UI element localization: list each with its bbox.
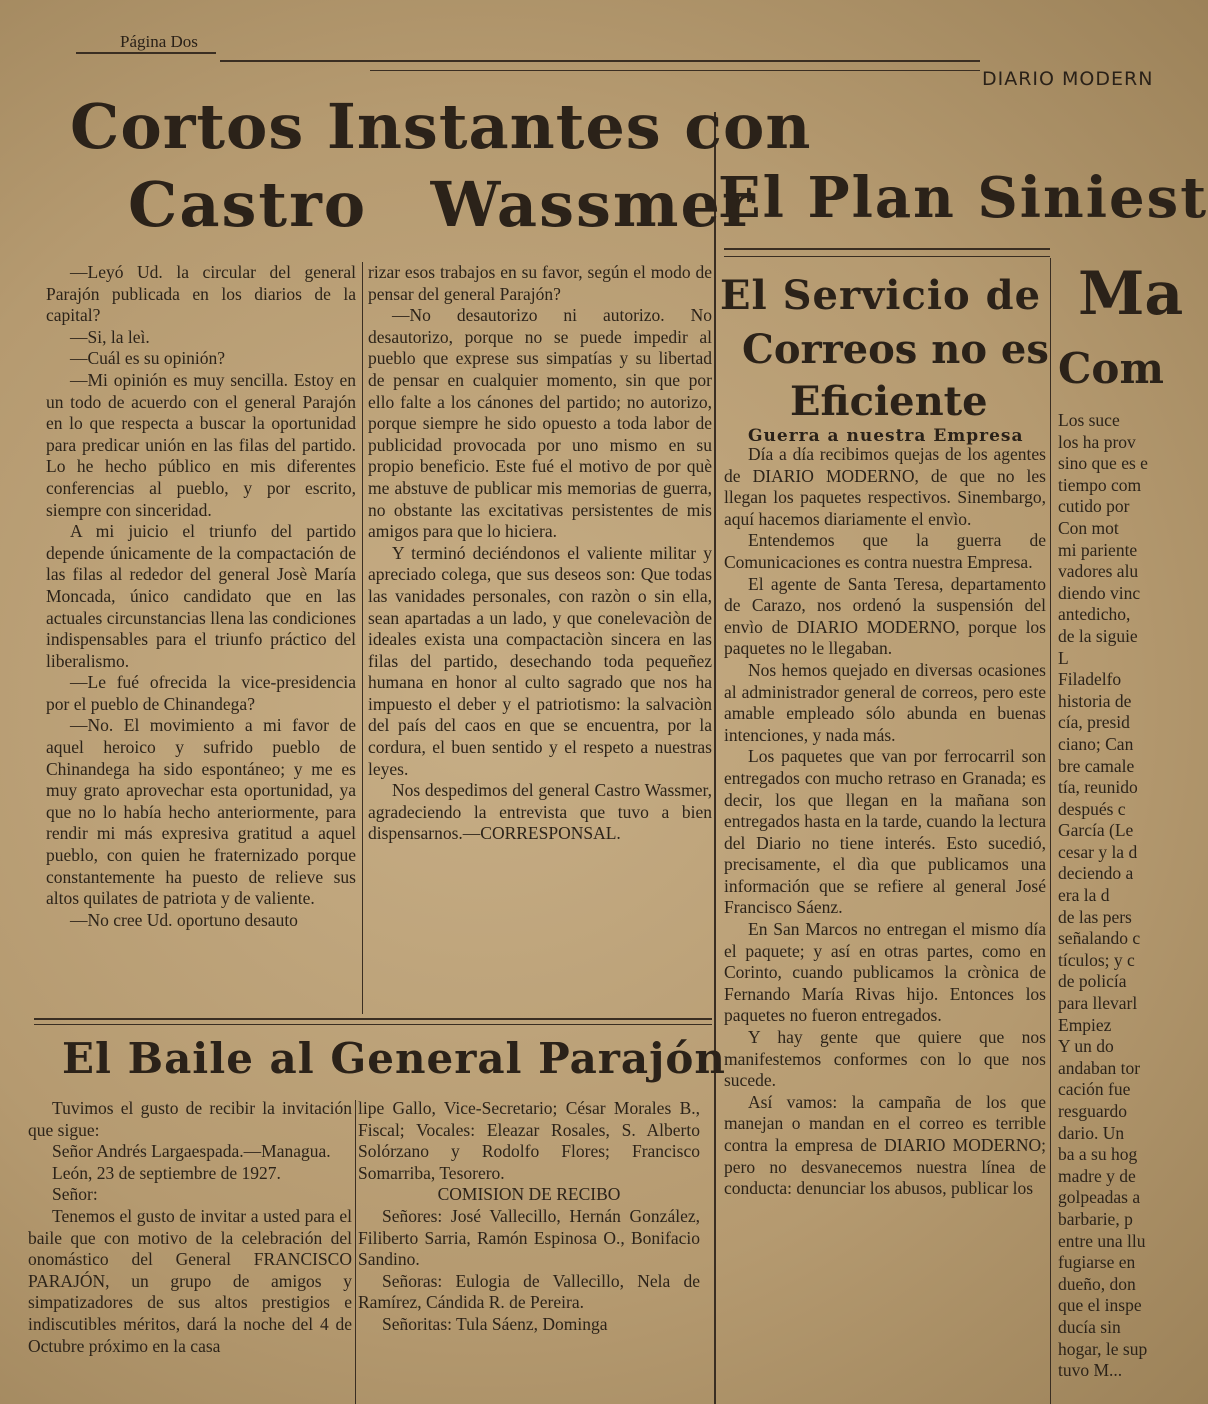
- partial-line: de las pers: [1058, 906, 1132, 927]
- headline-plan-siniestro: El Plan Siniest: [718, 165, 1208, 231]
- headline-baile: El Baile al General Parajón: [62, 1034, 726, 1083]
- article-correos-column: [724, 444, 1046, 1404]
- partial-line: tículos; y c: [1058, 949, 1135, 970]
- paragraph: Y terminó deciéndonos el valiente militar y apreciado colega, que sus deseos son: Que todas las vanidades personales, con razòn o sin ella, sean apartadas a un lado, y que conelevaciòn de ideales exista una compactaciòn sincera en las filas del partido, desechando toda pequeñez humana en honor al culto sagrado que nos ha impuesto el deber y el patriotismo: la salvaciòn del país del caos en que se encuentra, por la cordura, el buen sentido y el respeto a nuestras leyes.: [368, 542, 712, 779]
- partial-line: L: [1058, 647, 1069, 668]
- partial-line: ba a su hog: [1058, 1144, 1138, 1165]
- plan-rule-top: [724, 248, 1050, 250]
- paragraph: León, 23 de septiembre de 1927.: [52, 1162, 281, 1183]
- headline-cortos-line-2: Castro Wassmer: [128, 168, 757, 241]
- partial-line: cía, presid: [1058, 712, 1130, 733]
- article-baile-column-2: [358, 1098, 700, 1404]
- paragraph: Tuvimos el gusto de recibir la invitación que sigue:: [28, 1098, 352, 1140]
- partial-line: Filadelfo: [1058, 669, 1122, 690]
- column-divider-ab: [362, 262, 363, 1014]
- headline-partial-com: Com: [1058, 344, 1164, 393]
- partial-line: resguardo: [1058, 1101, 1128, 1121]
- paragraph: Nos despedimos del general Castro Wassmer, agradeciendo la entrevista que tuvo a bien dispensarnos.—CORRESPONSAL.: [368, 780, 712, 844]
- partial-line: barbarie, p: [1058, 1208, 1133, 1229]
- partial-line: era la d: [1058, 885, 1110, 906]
- paragraph: Día a día recibimos quejas de los agentes de DIARIO MODERNO, de que no les llegan los paquetes respectivos. Sinembargo, aquí hacemos diariamente el envìo.: [724, 444, 1046, 529]
- partial-line: de la siguie: [1058, 625, 1138, 646]
- column-divider-main: [714, 112, 716, 1404]
- paragraph: —No cree Ud. oportuno desauto: [70, 909, 298, 930]
- partial-line: antedicho,: [1058, 604, 1131, 625]
- paragraph: Señor Andrés Largaespada.—Managua.: [52, 1141, 331, 1162]
- paragraph: Nos hemos quejado en diversas ocasiones al administrador general de correos, pero este amable empleado sólo abunda en buenas intenciones, y nada más.: [724, 659, 1046, 745]
- article-cortos-column-2: [368, 262, 712, 845]
- partial-line: andaban tor: [1058, 1057, 1141, 1078]
- paragraph: —No. El movimiento a mi favor de aquel heroico y sufrido pueblo de Chinandega ha sido espontáneo; y me es muy grato aprovechar esta oportunidad, ya que no lo había hecho anteriormente, para rendir mi más expresiva gratitud a aquel pueblo, con quien he fraternizado porque constantemente ha puesto de relieve sus altos quilates de patriota y de valiente.: [46, 715, 356, 909]
- paragraph: Señor:: [52, 1184, 98, 1205]
- column-divider-ef: [355, 1100, 356, 1404]
- paragraph: —Leyó Ud. la circular del general Parajón publicada en los diarios de la capital?: [46, 262, 356, 326]
- paragraph: Y hay gente que quiere que nos manifestemos conformes con lo que nos sucede.: [724, 1027, 1046, 1091]
- partial-line: Y un do: [1058, 1036, 1114, 1057]
- partial-line: Con mot: [1058, 517, 1119, 538]
- partial-line: de policía: [1058, 971, 1127, 992]
- partial-line: Los suce: [1058, 410, 1120, 430]
- paragraph: El agente de Santa Teresa, departamento de Carazo, nos ordenó la suspensión del envìo de DIARIO MODERNO, porque los paquetes no le llegaban.: [724, 573, 1046, 659]
- partial-line: madre y de: [1058, 1165, 1136, 1186]
- cortos-bottom-rule-2: [34, 1024, 712, 1025]
- partial-line: tiempo com: [1058, 474, 1142, 495]
- partial-line: los ha prov: [1058, 431, 1136, 452]
- paragraph: A mi juicio el triunfo del partido depende únicamente de la compactación de las filas al rededor del general Josè María Moncada, único candidato que en las actuales circunstancias llena las condiciones indispensables para el triunfo práctico del liberalismo.: [46, 521, 357, 671]
- paragraph: Entendemos que la guerra de Comunicaciones es contra nuestra Empresa.: [724, 530, 1046, 572]
- cortos-bottom-rule: [34, 1018, 712, 1020]
- article-baile-column-1: [28, 1098, 352, 1404]
- partial-line: cación fue: [1058, 1079, 1131, 1100]
- header-rule-main: [220, 60, 980, 62]
- partial-line: vadores alu: [1058, 561, 1139, 582]
- partial-line: mi pariente: [1058, 539, 1138, 560]
- article-partial-column: [1058, 410, 1156, 1404]
- partial-line: cesar y la d: [1058, 841, 1138, 862]
- newspaper-name: DIARIO MODERN: [982, 68, 1154, 90]
- partial-line: ciano; Can: [1058, 733, 1134, 754]
- partial-line: García (Le: [1058, 820, 1134, 841]
- paragraph: lipe Gallo, Vice-Secretario; César Morales B., Fiscal; Vocales: Eleazar Rosales, S. Alberto Solórzano y Rodolfo Flores; Francisco Somarriba, Tesorero.: [358, 1098, 700, 1183]
- headline-servicio-line-2: Correos no es: [742, 326, 1049, 373]
- partial-line: tuvo M...: [1058, 1360, 1123, 1381]
- servicio-subheading: Guerra a nuestra Empresa: [748, 426, 1024, 446]
- partial-line: para llevarl: [1058, 993, 1138, 1014]
- plan-rule-bottom: [724, 256, 1050, 257]
- partial-line: entre una llu: [1058, 1230, 1146, 1251]
- header-rule-main-2: [370, 70, 980, 71]
- partial-line: fugiarse en: [1058, 1252, 1136, 1273]
- paragraph: —Le fué ofrecida la vice-presidencia por el pueblo de Chinandega?: [46, 672, 356, 714]
- paragraph: —Mi opinión es muy sencilla. Estoy en un todo de acuerdo con el general Parajón en lo que respecta a buscar la oportunidad para predicar unión en las filas del partido. Lo he hecho público en mis diferentes conferencias al pueblo, y por escrito, siempre con sinceridad.: [46, 369, 356, 520]
- header-rule-left: [76, 52, 216, 54]
- page-label: Página Dos: [120, 32, 198, 51]
- committee-heading: COMISION DE RECIBO: [437, 1184, 621, 1205]
- partial-line: hogar, le sup: [1058, 1338, 1148, 1359]
- paragraph: En San Marcos no entregan el mismo día el paquete; y así en otras partes, como en Corinto, cuando publicamos la crònica de Fernando María Rivas hijo. Entonces los paquetes no fueron entregados.: [724, 919, 1046, 1026]
- partial-line: señalando c: [1058, 928, 1141, 949]
- partial-line: historia de: [1058, 690, 1132, 711]
- paragraph: —Si, la leì.: [70, 326, 150, 347]
- partial-line: sino que es e: [1058, 453, 1148, 474]
- partial-line: diendo vinc: [1058, 582, 1141, 603]
- partial-line: bre camale: [1058, 755, 1135, 776]
- headline-partial-ma: Ma: [1078, 259, 1184, 329]
- partial-line: ducía sin: [1058, 1316, 1121, 1337]
- paragraph: rizar esos trabajos en su favor, según el modo de pensar del general Parajón?: [368, 262, 712, 304]
- partial-line: deciendo a: [1058, 863, 1134, 884]
- headline-servicio-line-3: Eficiente: [790, 378, 988, 425]
- paragraph: —No desautorizo ni autorizo. No desautorizo, porque no se puede impedir al pueblo que exprese sus simpatías y su libertad de pensar en cualquier momento, sin que por ello falte a los cánones del partido; no autorizo, porque siempre he sido opuesto a toda labor de publicidad provocada por uno mismo en su propio beneficio. Este fué el motivo de por què me abstuve de publicar mis memorias de guerra, no obstante las excitativas persistentes de mis amigos para que lo hiciera.: [368, 305, 712, 542]
- partial-line: tía, reunido: [1058, 777, 1138, 798]
- partial-line: que el inspe: [1058, 1295, 1142, 1316]
- paragraph: Señores: José Vallecillo, Hernán González, Filiberto Sarria, Ramón Espinosa O., Bonifacio Sandino.: [358, 1205, 700, 1270]
- paragraph: Así vamos: la campaña de los que manejan o mandan en el correo es terrible contra la empresa de DIARIO MODERNO; pero no desvanecemos nuestra línea de conducta: denunciar los abusos, publicar los: [724, 1091, 1046, 1199]
- headline-cortos-line-1: Cortos Instantes con: [70, 90, 812, 163]
- partial-line: Empiez: [1058, 1014, 1112, 1035]
- partial-line: cutido por: [1058, 496, 1130, 517]
- article-cortos-column-1: [46, 262, 356, 931]
- partial-line: dario. Un: [1058, 1122, 1125, 1143]
- partial-line: golpeadas a: [1058, 1187, 1141, 1208]
- paragraph: Señoras: Eulogia de Vallecillo, Nela de Ramírez, Cándida R. de Pereira.: [358, 1270, 700, 1313]
- paragraph: Tenemos el gusto de invitar a usted para el baile que con motivo de la celebración del onomástico del General FRANCISCO PARAJÓN, un grupo de amigos y simpatizadores de sus altos prestigios e indiscutibles méritos, dará la noche del 4 de Octubre próximo en la casa: [28, 1205, 352, 1356]
- paragraph: Señoritas: Tula Sáenz, Dominga: [382, 1313, 608, 1334]
- paragraph: Los paquetes que van por ferrocarril son entregados con mucho retraso en Granada; es decir, los que llegan en la mañana son entregados hasta en la tarde, cuando la lectura del Diario no tiene interés. Esto sucedió, precisamente, el dìa que publicamos una información que se refiere al general José Francisco Sáenz.: [724, 746, 1046, 918]
- headline-servicio-line-1: El Servicio de: [720, 272, 1042, 319]
- partial-line: dueño, don: [1058, 1273, 1136, 1294]
- partial-line: después c: [1058, 798, 1126, 819]
- column-divider-cd: [1050, 258, 1051, 1404]
- paragraph: —Cuál es su opinión?: [70, 348, 226, 369]
